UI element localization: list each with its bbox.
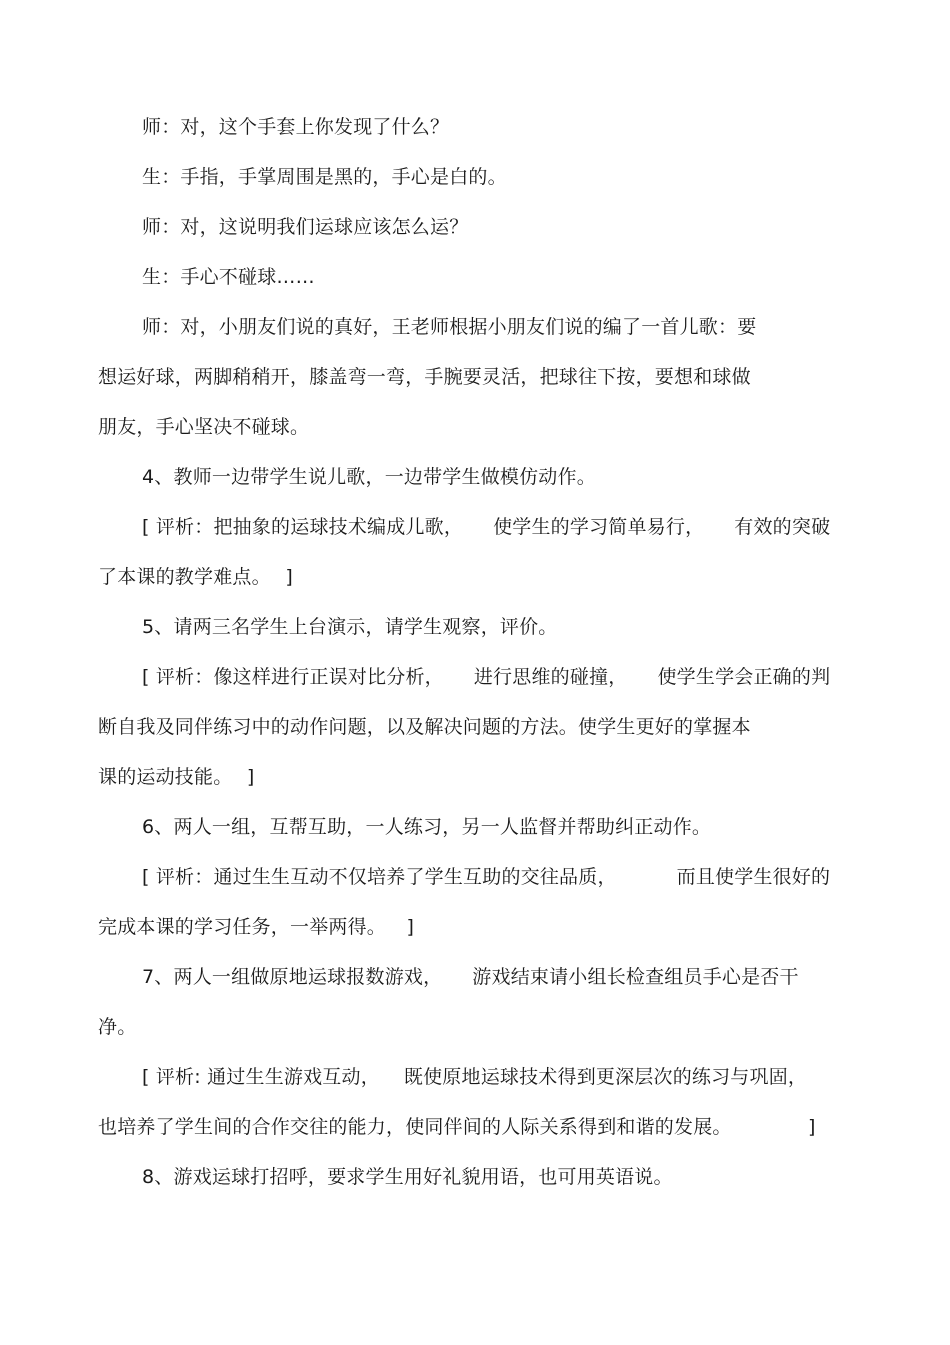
paragraph-line: 朋友，手心坚决不碰球。 [98,416,310,438]
comment-line: 了本课的教学难点。 ] [98,566,293,588]
paragraph-line: 净。 [98,1016,137,1038]
comment-line: 完成本课的学习任务，一举两得。 ] [98,916,415,938]
step-5-line: 5、请两三名学生上台演示，请学生观察，评价。 [142,616,558,638]
comment-line: [ 评析: 通过生生游戏互动， 既使原地运球技术得到更深层次的练习与巩固， [142,1066,808,1088]
comment-line: 也培养了学生间的合作交往的能力，使同伴间的人际关系得到和谐的发展。 [98,1116,732,1138]
dialogue-line: 生：手心不碰球…… [142,266,315,288]
dialogue-line: 生：手指，手掌周围是黑的，手心是白的。 [142,166,507,188]
dialogue-line: 师：对，小朋友们说的真好，王老师根据小朋友们说的编了一首儿歌：要 [142,316,757,338]
dialogue-line: 师：对，这个手套上你发现了什么？ [142,116,450,138]
step-7-line: 7、两人一组做原地运球报数游戏， 游戏结束请小组长检查组员手心是否干 [142,966,799,988]
comment-line: 课的运动技能。 ] [98,766,255,788]
paragraph-line: 想运好球，两脚稍稍开，膝盖弯一弯，手腕要灵活，把球往下按，要想和球做 [98,366,751,388]
comment-line: [ 评析：通过生生互动不仅培养了学生互助的交往品质， 而且使学生很好的 [142,866,831,888]
comment-line: [ 评析：像这样进行正误对比分析， 进行思维的碰撞， 使学生学会正确的判 [142,666,831,688]
step-8-line: 8、游戏运球打招呼，要求学生用好礼貌用语，也可用英语说。 [142,1166,673,1188]
comment-line: [ 评析：把抽象的运球技术编成儿歌， 使学生的学习简单易行， 有效的突破 [142,516,831,538]
step-4-line: 4、教师一边带学生说儿歌，一边带学生做模仿动作。 [142,466,596,488]
step-6-line: 6、两人一组，互帮互助，一人练习，另一人监督并帮助纠正动作。 [142,816,712,838]
dialogue-line: 师：对，这说明我们运球应该怎么运？ [142,216,469,238]
closing-bracket: ] [808,1116,816,1138]
comment-line: 断自我及同伴练习中的动作问题，以及解决问题的方法。使学生更好的掌握本 [98,716,751,738]
